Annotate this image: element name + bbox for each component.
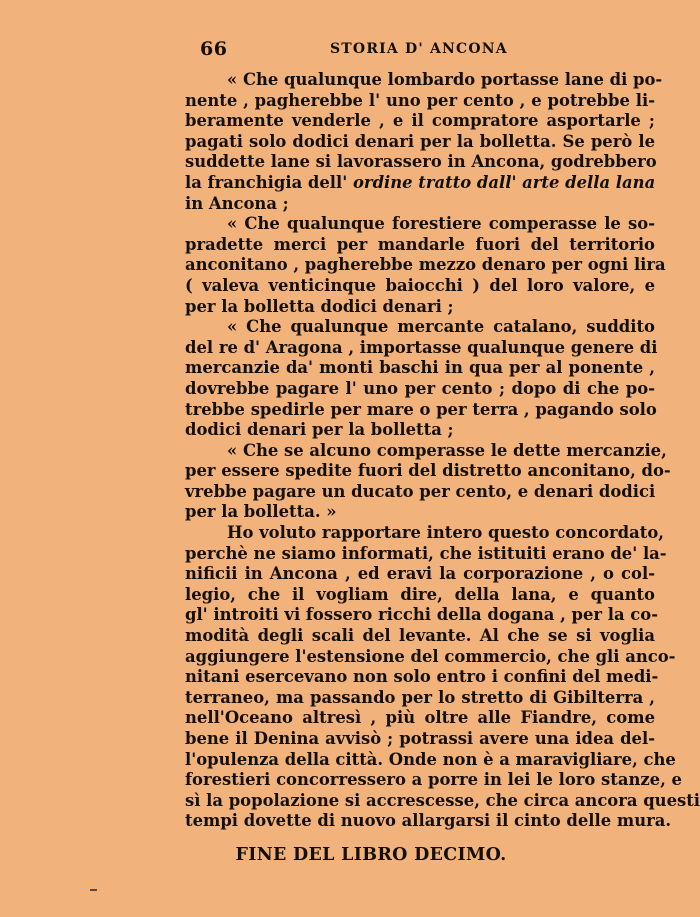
text-line [185,482,655,503]
text-line [185,132,655,153]
text-line [185,70,663,91]
text-line-content: per essere spedite fuori del distretto anconitano, do- [185,461,671,481]
text-line [185,626,655,647]
running-title: STORIA D' ANCONA [330,41,508,57]
text-line [185,173,655,194]
text-line [185,461,671,482]
text-line-content: in Ancona ; [185,193,289,213]
text-line-content: « Che qualunque lombardo portasse lane di po- [227,70,663,89]
text-line [185,235,655,256]
text-line [185,543,667,565]
text-line [185,770,682,791]
text-line-content: pradette merci per mandarle fuori del territorio [185,234,655,254]
text-line-content: nell'Oceano altresì , più oltre alle Fiandre, come [185,708,655,728]
text-line-content: dodici denari per la bolletta ; [185,420,454,440]
text-line [185,729,655,750]
text-line-content: terraneo, ma passando per lo stretto di Gibilterra , [185,687,655,707]
text-line [185,379,655,400]
text-line [185,502,655,523]
text-line [185,811,672,832]
text-line [185,276,655,297]
text-line [185,646,676,668]
text-line [185,194,655,215]
text-line-content: anconitano , pagherebbe mezzo denaro per ogni lira [185,255,666,275]
text-line [185,255,666,276]
text-line-content: legio, che il vogliam dire, della lana, e quanto [185,584,655,604]
text-line [185,214,655,235]
text-line-content: l'opulenza della città. Onde non è a maravigliare, che [185,749,676,769]
text-line-content: mercanzie da' monti baschi in qua per al ponente , [185,358,655,378]
text-line [185,91,655,112]
page-mark [90,889,97,891]
text-line-content: vrebbe pagare un ducato per cento, e denari dodici [185,481,656,501]
text-line [185,790,700,812]
text-line [185,400,655,421]
text-line [185,111,655,132]
text-line-content: dovrebbe pagare l' uno per cento ; dopo di che po- [185,378,655,398]
text-line-content: beramente venderle , e il compratore asportarle ; [185,111,655,131]
text-line [185,564,655,585]
text-line-content: Ho voluto rapportare intero questo concordato, [227,523,664,543]
text-line [185,523,664,544]
text-line-content: nitani esercevano non solo entro i confini del medi- [185,667,659,687]
text-line-content: suddette lane si lavorassero in Ancona, godrebbero [185,152,657,172]
text-line [185,358,655,379]
text-line-content: aggiungere l'estensione del commercio, che gli anco- [185,646,676,666]
text-line-content: trebbe spedirle per mare o per terra , pagando solo [185,399,657,419]
body-text [185,70,700,832]
text-line-content: perchè ne siamo informati, che istituiti erano de' la- [185,543,667,563]
text-line [185,605,658,626]
text-line-content: nente , pagherebbe l' uno per cento , e potrebbe li- [185,90,655,110]
text-line-content: gl' introiti vi fossero ricchi della dogana , per la co- [185,605,658,625]
text-line [185,749,676,771]
text-line [185,152,655,173]
text-line-content: tempi dovette di nuovo allargarsi il cinto delle mura. [185,811,672,831]
text-line-content: pagati solo dodici denari per la bolletta. Se però le [185,131,655,151]
text-line-content: forestieri concorressero a porre in lei le loro stanze, e [185,770,682,790]
text-line-content: la franchigia dell' [185,172,348,192]
text-line-content: ( valeva venticinque baiocchi ) del loro valore, e [185,275,655,295]
italic-phrase: ordine tratto dall' arte della lana [353,172,656,192]
text-line [185,688,655,709]
text-line [185,317,655,338]
text-line [185,440,667,462]
text-line [185,420,655,441]
text-line-content: modità degli scali del levante. Al che se si voglia [185,626,655,646]
text-line-content: per la bolletta. » [185,502,337,522]
closing-line: FINE DEL LIBRO DECIMO. [235,845,507,865]
text-line-content: « Che qualunque mercante catalano, suddito [227,317,655,337]
text-line [185,667,659,688]
text-line-content: « Che qualunque forestiere comperasse le so- [227,214,655,234]
page-header [0,38,700,62]
text-line-content: del re d' Aragona , importasse qualunque genere di [185,337,658,357]
text-line-content: « Che se alcuno comperasse le dette mercanzie, [227,440,667,460]
page-number: 66 [200,38,228,60]
text-line [185,708,655,729]
text-line [185,585,655,606]
text-line [185,297,655,318]
text-line-content: bene il Denina avvisò ; potrassi avere una idea del- [185,729,655,748]
text-line-content: sì la popolazione si accrescesse, che circa ancora questi [185,790,700,810]
text-line [185,337,658,359]
text-line-content: nificii in Ancona , ed eravi la corporazione , o col- [185,564,655,584]
text-line-content: per la bolletta dodici denari ; [185,296,454,316]
